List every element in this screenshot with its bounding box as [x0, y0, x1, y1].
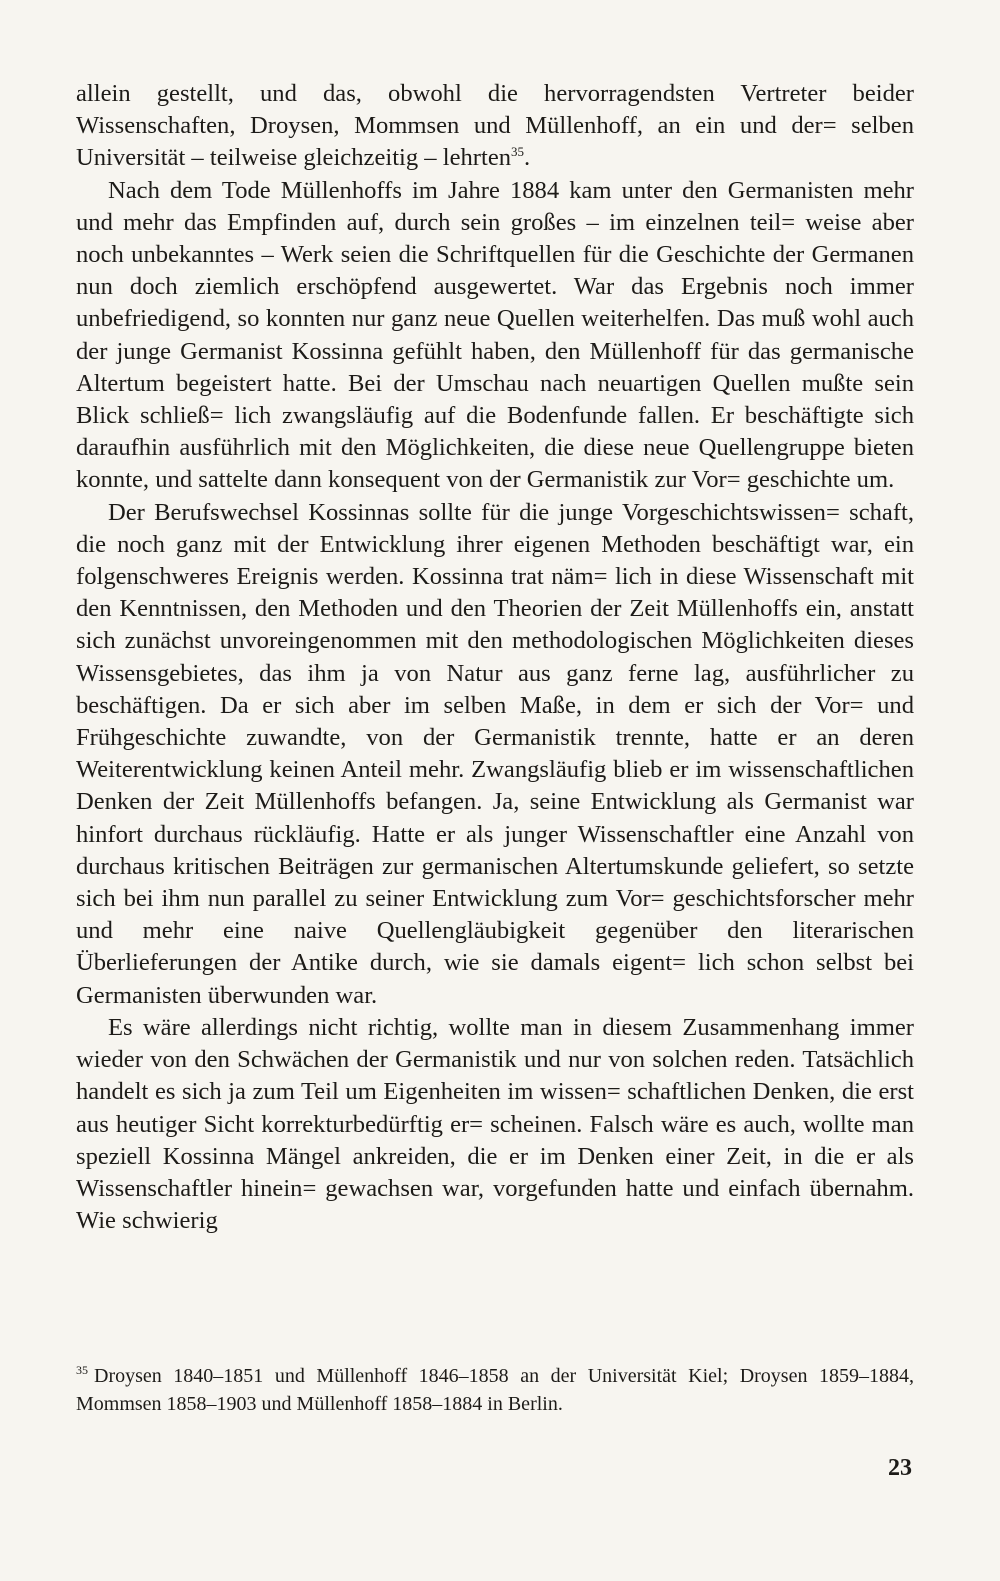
- footnote-reference-trail: .: [524, 144, 531, 172]
- main-text: [76, 78, 914, 1237]
- paragraph-2: Nach dem Tode Müllenhoffs im Jahre 1884 kam unter den Germanisten mehr und mehr das Empfinden auf, durch sein großes – im einzelnen teil= weise aber noch unbekanntes – Werk seien die Schriftquellen für die Geschichte der Germanen nun doch ziemlich erschöpfend ausgewertet. War das Ergebnis noch immer unbefriedigend, so konnten nur ganz neue Quellen weiterhelfen. Das muß wohl auch der junge Germanist Kossinna gefühlt haben, den Müllenhoff für das germanische Altertum begeistert hatte. Bei der Umschau nach neuartigen Quellen mußte sein Blick schließ= lich zwangsläufig auf die Bodenfunde fallen. Er beschäftigte sich daraufhin ausführlich mit den Möglichkeiten, die diese neue Quellengruppe bieten konnte, und sattelte dann konsequent von der Germanistik zur Vor= geschichte um.: [76, 176, 914, 494]
- footnote-text: Droysen 1840–1851 und Müllenhoff 1846–1858 an der Universität Kiel; Droysen 1859–1884, Mommsen 1858–1903 und Müllenhoff 1858–1884 in Berlin.: [76, 1365, 914, 1415]
- paragraph-1-text: allein gestellt, und das, obwohl die hervorragendsten Vertreter beider Wissenschaften, Droysen, Mommsen und Müllenhoff, an ein und der= selben Universität – teilweise gleichzeitig – lehrten: [76, 80, 914, 172]
- footnote-reference: 35: [511, 144, 525, 160]
- paragraph-3: Der Berufswechsel Kossinnas sollte für die junge Vorgeschichtswissen= schaft, die noch ganz mit der Entwicklung ihrer eigenen Methoden beschäftigt war, ein folgenschweres Ereignis werden. Kossinna trat näm= lich in diese Wissenschaft mit den Kenntnissen, den Methoden und den Theorien der Zeit Müllenhoffs ein, anstatt sich zunächst unvoreingenommen mit den methodologischen Möglichkeiten dieses Wissensgebietes, das ihm ja von Natur aus ganz ferne lag, ausführlicher zu beschäftigen. Da er sich aber im selben Maße, in dem er sich der Vor= und Frühgeschichte zuwandte, von der Germanistik trennte, hatte er an deren Weiterentwicklung keinen Anteil mehr. Zwangsläufig blieb er im wissenschaftlichen Denken der Zeit Müllenhoffs befangen. Ja, seine Entwicklung als Germanist war hinfort durchaus rückläufig. Hatte er als junger Wissenschaftler eine Anzahl von durchaus kritischen Beiträgen zur germanischen Altertumskunde geliefert, so setzte sich bei ihm nun parallel zu seiner Entwicklung zum Vor= geschichtsforscher mehr und mehr eine naive Quellengläubigkeit gegenüber den literarischen Überlieferungen der Antike durch, wie sie damals eigent= lich schon selbst bei Germanisten überwunden war.: [76, 498, 914, 1009]
- paragraph-1: [76, 78, 914, 175]
- page-body: [76, 78, 914, 1237]
- page-number: 23: [888, 1455, 912, 1481]
- paragraph-4: Es wäre allerdings nicht richtig, wollte man in diesem Zusammenhang immer wieder von den Schwächen der Germanistik und nur von solchen reden. Tatsächlich handelt es sich ja zum Teil um Eigenheiten im wissen= schaftlichen Denken, die erst aus heutiger Sicht korrekturbedürftig er= scheinen. Falsch wäre es auch, wollte man speziell Kossinna Mängel ankreiden, die er im Denken einer Zeit, in die er als Wissenschaftler hinein= gewachsen war, vorgefunden hatte und einfach übernahm. Wie schwierig: [76, 1013, 914, 1235]
- footnote-number: 35: [76, 1363, 88, 1378]
- footnote: [76, 1362, 914, 1418]
